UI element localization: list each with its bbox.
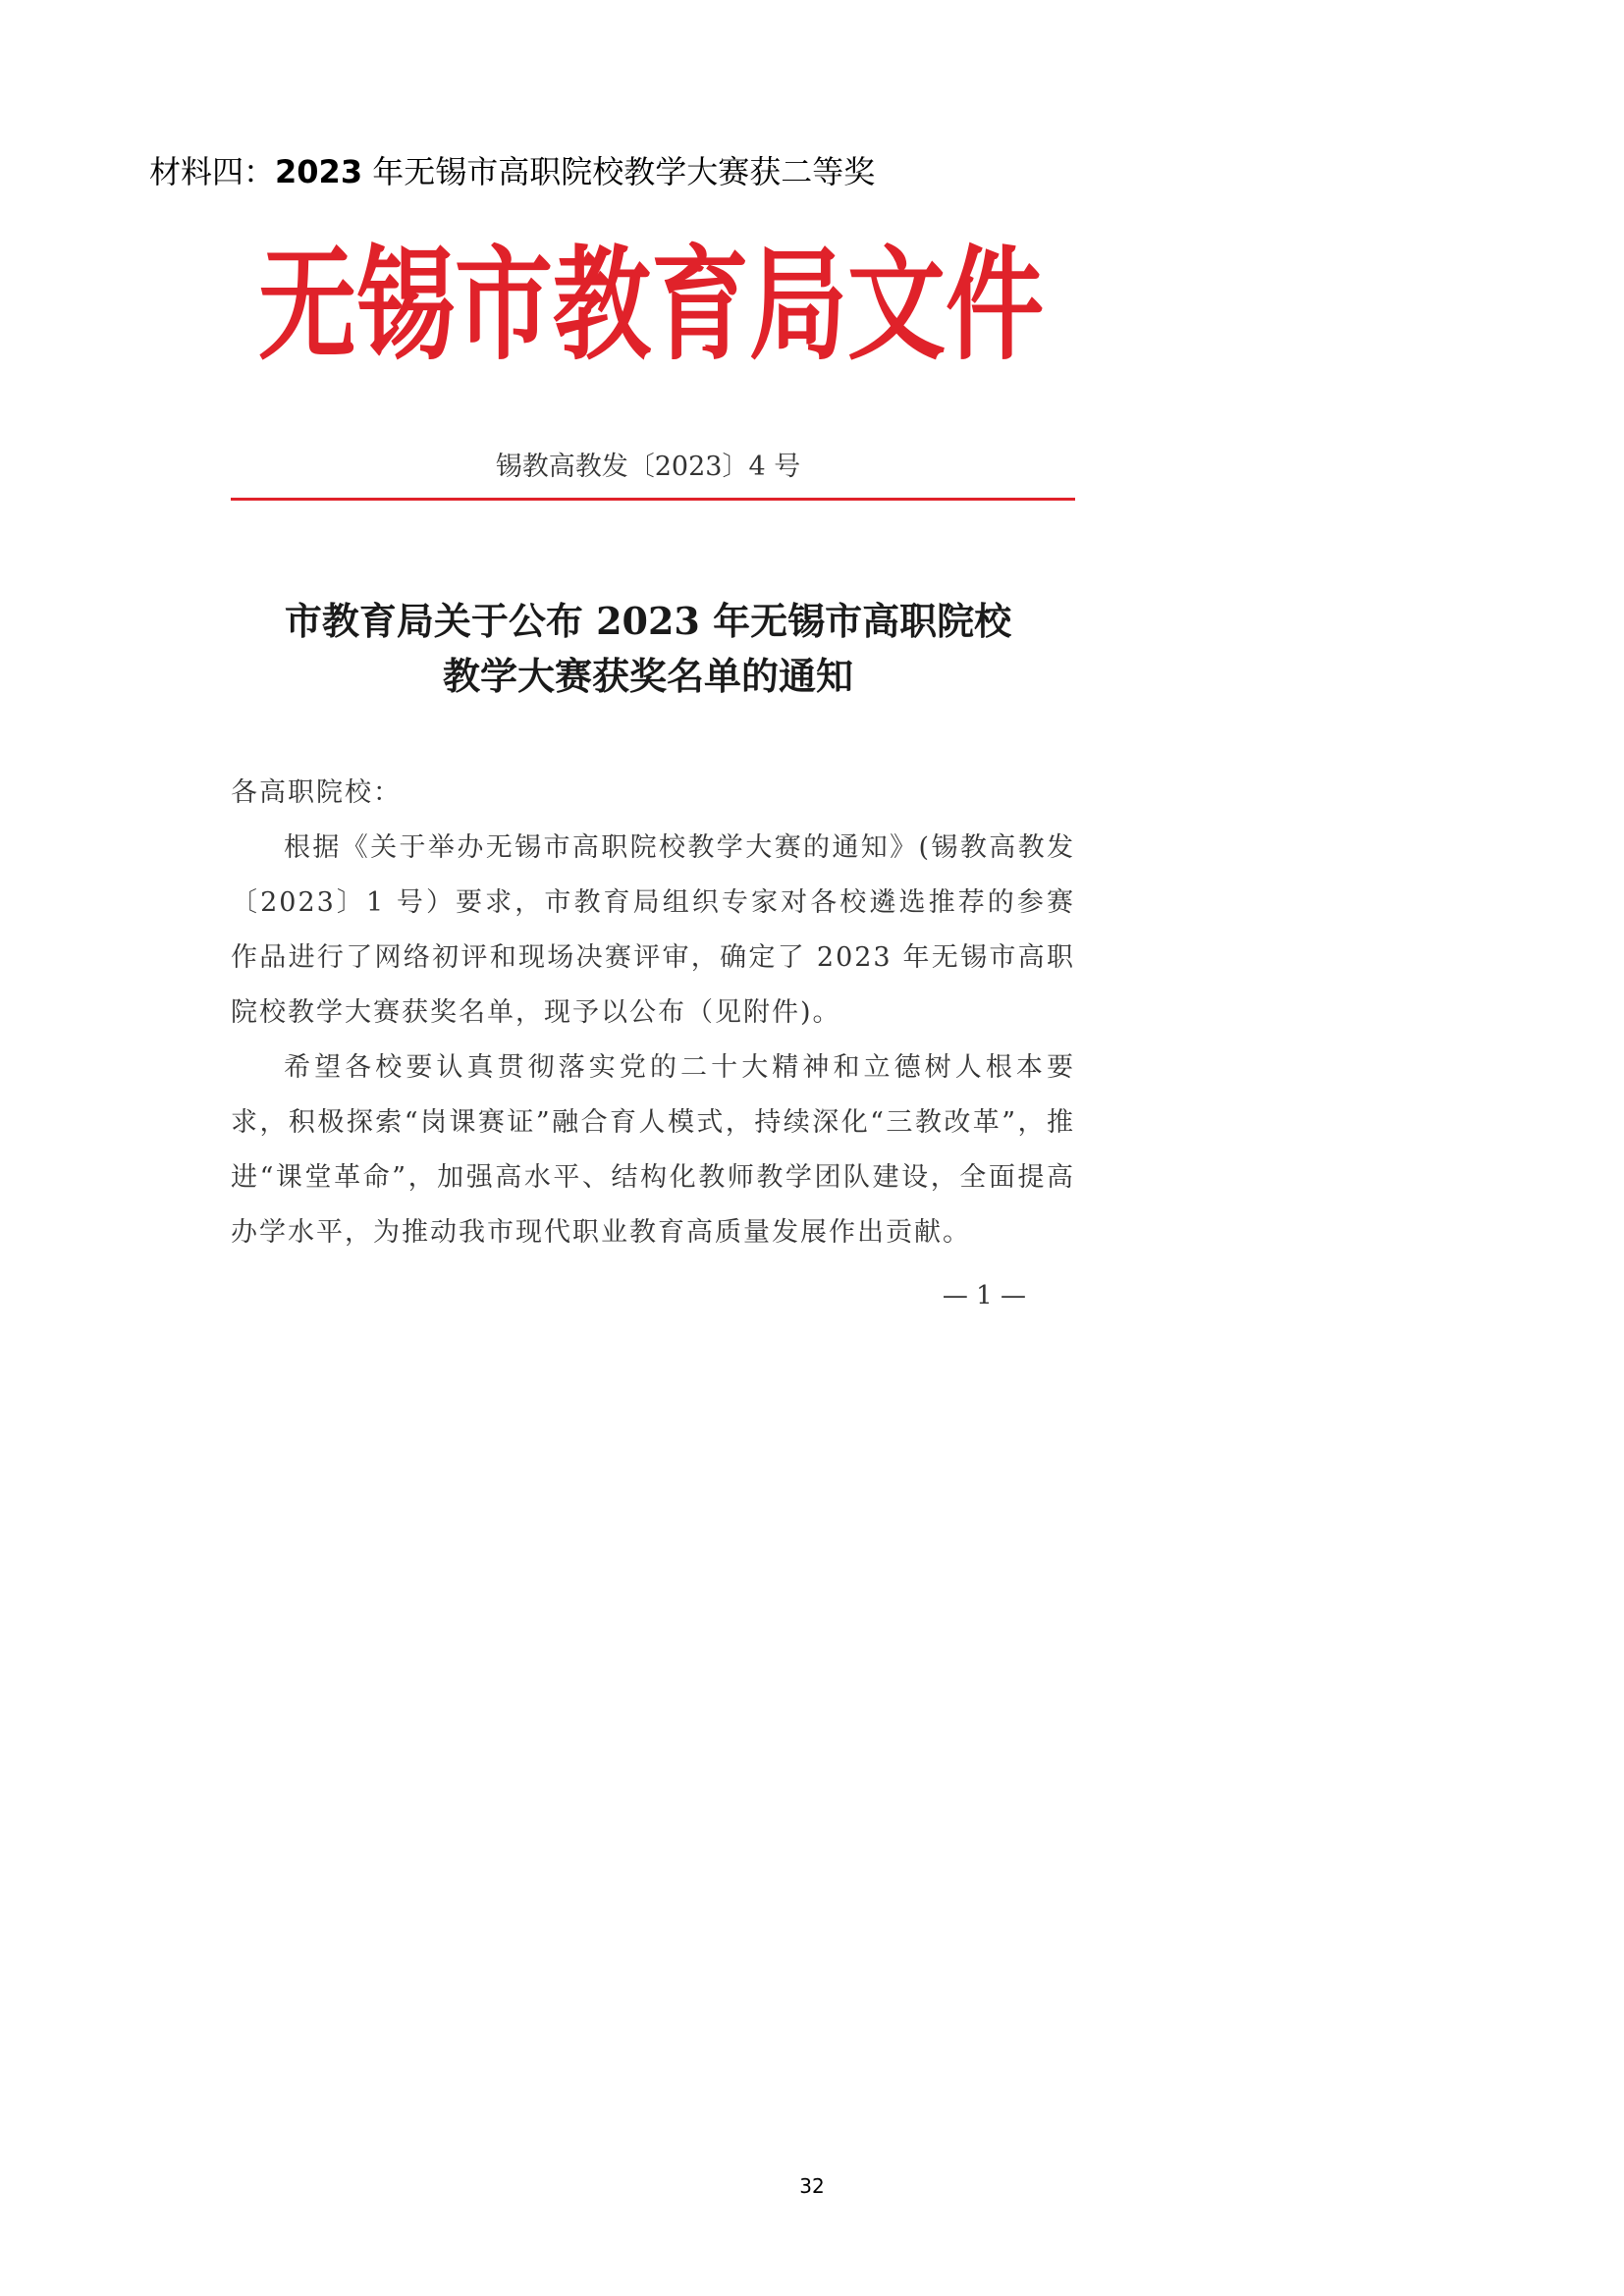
heading-suffix: 年无锡市高职院校教学大赛获二等奖 xyxy=(362,153,876,190)
masthead-char: 无 xyxy=(258,232,356,377)
scanned-document xyxy=(221,211,1085,1320)
salutation: 各高职院校： xyxy=(231,777,402,808)
document-masthead xyxy=(258,232,1044,377)
masthead-char: 育 xyxy=(651,232,749,377)
body-paragraph-2: 希望各校要认真贯彻落实党的二十大精神和立德树人根本要求，积极探索“岗课赛证”融合育人模式，持续深化“三教改革”，推进“课堂革命”，加强高水平、结构化教师教学团队建设，全面提高办学水平，为推动我市现代职业教育高质量发展作出贡献。 xyxy=(231,1052,1075,1248)
masthead-char: 市 xyxy=(455,232,553,377)
document-number: 锡教高教发〔2023〕4 号 xyxy=(495,452,801,482)
page-heading xyxy=(149,147,875,192)
page-number: 32 xyxy=(799,2174,825,2198)
heading-year: 2023 xyxy=(275,153,363,190)
inner-page-number: — 1 — xyxy=(942,1281,1026,1310)
masthead-char: 文 xyxy=(847,232,946,377)
masthead-char: 件 xyxy=(946,232,1044,377)
body-paragraph-1: 根据《关于举办无锡市高职院校教学大赛的通知》(锡教高教发〔2023〕1 号）要求，市教育局组织专家对各校遴选推荐的参赛作品进行了网络初评和现场决赛评审，确定了 2023 年无锡市高职院校教学大赛获奖名单，现予以公布（见附件)。 xyxy=(231,832,1075,1028)
masthead-char: 教 xyxy=(553,232,651,377)
heading-prefix: 材料四： xyxy=(149,153,276,190)
masthead-char: 局 xyxy=(749,232,847,377)
document-title xyxy=(221,594,1075,704)
document-body xyxy=(231,766,1075,1260)
masthead-char: 锡 xyxy=(356,232,455,377)
title-line-2: 教学大赛获奖名单的通知 xyxy=(442,654,853,698)
red-divider-line xyxy=(231,498,1075,501)
title-line-1: 市教育局关于公布 2023 年无锡市高职院校 xyxy=(284,599,1012,643)
